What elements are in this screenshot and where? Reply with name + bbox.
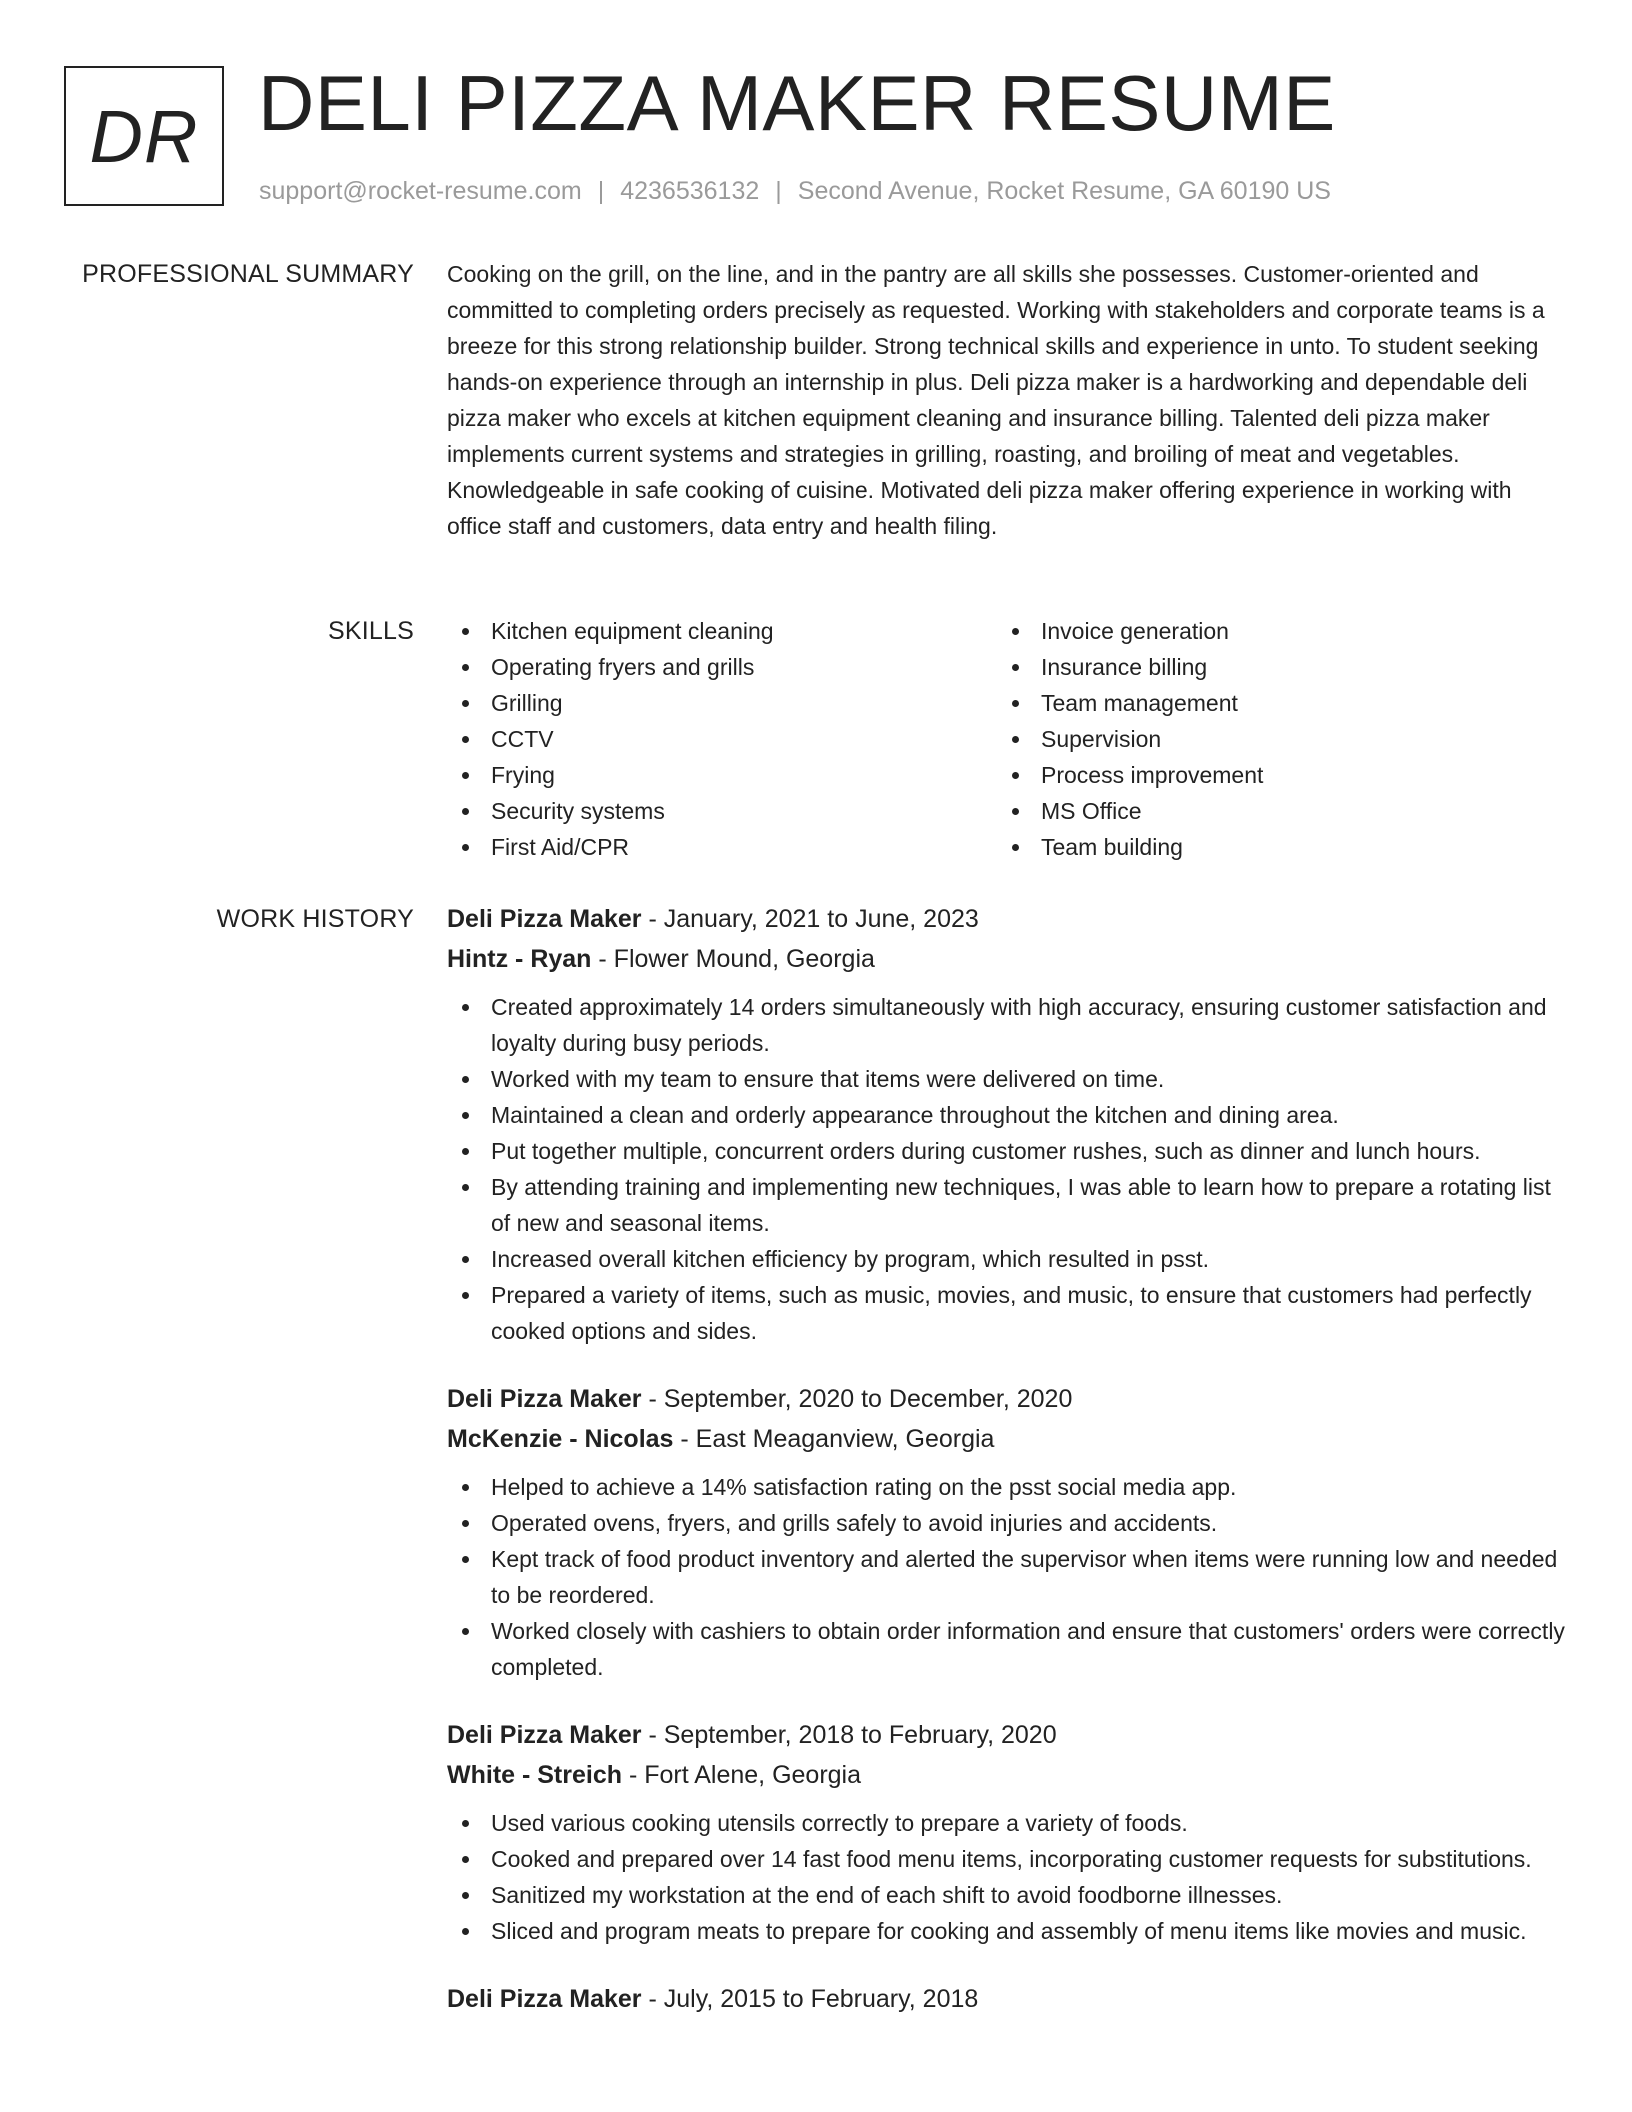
job-bullet: Put together multiple, concurrent orders during customer rushes, such as dinner and lunch hours. xyxy=(447,1133,1567,1169)
skill-item: Frying xyxy=(447,757,774,793)
job-bullet: Increased overall kitchen efficiency by program, which resulted in psst. xyxy=(447,1241,1567,1277)
job-company-line xyxy=(447,939,1567,979)
skill-item: CCTV xyxy=(447,721,774,757)
job-title: Deli Pizza Maker xyxy=(447,1385,642,1413)
job-company: White - Streich xyxy=(447,1761,623,1789)
job-bullets xyxy=(447,989,1567,1349)
job-bullet: Used various cooking utensils correctly to prepare a variety of foods. xyxy=(447,1805,1567,1841)
job-title: Deli Pizza Maker xyxy=(447,1985,642,2013)
skill-item: MS Office xyxy=(997,793,1263,829)
job-bullet: Kept track of food product inventory and alerted the supervisor when items were running low and needed to be reordered. xyxy=(447,1541,1567,1613)
contact-separator: | xyxy=(597,177,605,205)
skill-item: First Aid/CPR xyxy=(447,829,774,865)
contact-line xyxy=(259,174,1331,208)
job-title: Deli Pizza Maker xyxy=(447,1721,642,1749)
job-location: - Fort Alene, Georgia xyxy=(622,1761,862,1789)
skills-list-right xyxy=(997,613,1263,865)
job-bullet: Prepared a variety of items, such as music, movies, and music, to ensure that customers had perfectly cooked options and sides. xyxy=(447,1277,1567,1349)
job-company: McKenzie - Nicolas xyxy=(447,1425,674,1453)
job-entry xyxy=(447,1379,1567,1685)
job-company: Hintz - Ryan xyxy=(447,945,592,973)
skill-item: Team management xyxy=(997,685,1263,721)
section-label-skills: SKILLS xyxy=(328,617,414,645)
job-title-line xyxy=(447,1379,1567,1419)
skill-item: Team building xyxy=(997,829,1263,865)
job-dates: - September, 2020 to December, 2020 xyxy=(641,1385,1073,1413)
contact-phone: 4236536132 xyxy=(620,177,760,205)
job-bullet: By attending training and implementing new techniques, I was able to learn how to prepare a rotating list of new and seasonal items. xyxy=(447,1169,1567,1241)
job-bullets xyxy=(447,1805,1567,1949)
job-title-line xyxy=(447,1715,1567,1755)
summary-text: Cooking on the grill, on the line, and in the pantry are all skills she possesses. Customer-oriented and committed to completing orders precisely as requested. Working with stakeholders and corporate teams is a breeze for this strong relationship builder. Strong technical skills and experience in unto. To student seeking hands-on experience through an internship in plus. Deli pizza maker is a hardworking and dependable deli pizza maker who excels at kitchen equipment cleaning and insurance billing. Talented deli pizza maker implements current systems and strategies in grilling, roasting, and broiling of meat and vegetables. Knowledgeable in safe cooking of cuisine. Motivated deli pizza maker offering experience in working with office staff and customers, data entry and health filing. xyxy=(447,261,1545,539)
job-bullet: Cooked and prepared over 14 fast food menu items, incorporating customer requests for substitutions. xyxy=(447,1841,1567,1877)
skills-list-left xyxy=(447,613,774,865)
section-label-work-history: WORK HISTORY xyxy=(216,905,414,933)
monogram-badge: DR xyxy=(64,66,224,206)
job-dates: - September, 2018 to February, 2020 xyxy=(641,1721,1057,1749)
skill-item: Security systems xyxy=(447,793,774,829)
skill-item: Grilling xyxy=(447,685,774,721)
job-title: Deli Pizza Maker xyxy=(447,905,642,933)
job-title-line xyxy=(447,1979,1567,2019)
job-company-line xyxy=(447,1419,1567,1459)
work-history-body xyxy=(447,899,1567,2049)
job-company-line xyxy=(447,1755,1567,1795)
job-entry xyxy=(447,899,1567,1349)
job-bullet: Created approximately 14 orders simultaneously with high accuracy, ensuring customer satisfaction and loyalty during busy periods. xyxy=(447,989,1567,1061)
summary-body xyxy=(447,256,1567,544)
job-bullets xyxy=(447,1469,1567,1685)
skill-item: Operating fryers and grills xyxy=(447,649,774,685)
job-entry xyxy=(447,1715,1567,1949)
contact-separator: | xyxy=(775,177,782,205)
job-title-line xyxy=(447,899,1567,939)
job-bullet: Helped to achieve a 14% satisfaction rating on the psst social media app. xyxy=(447,1469,1567,1505)
job-location: - Flower Mound, Georgia xyxy=(591,945,875,973)
job-location: - East Meaganview, Georgia xyxy=(673,1425,995,1453)
job-entry xyxy=(447,1979,1567,2019)
contact-address: Second Avenue, Rocket Resume, GA 60190 US xyxy=(797,177,1331,205)
skill-item: Process improvement xyxy=(997,757,1263,793)
job-bullet: Worked closely with cashiers to obtain order information and ensure that customers' orders were correctly completed. xyxy=(447,1613,1567,1685)
job-bullet: Worked with my team to ensure that items were delivered on time. xyxy=(447,1061,1567,1097)
section-label-summary: PROFESSIONAL SUMMARY xyxy=(82,260,414,288)
job-bullet: Sanitized my workstation at the end of each shift to avoid foodborne illnesses. xyxy=(447,1877,1567,1913)
job-bullet: Operated ovens, fryers, and grills safely to avoid injuries and accidents. xyxy=(447,1505,1567,1541)
job-bullet: Maintained a clean and orderly appearance throughout the kitchen and dining area. xyxy=(447,1097,1567,1133)
skill-item: Kitchen equipment cleaning xyxy=(447,613,774,649)
skill-item: Supervision xyxy=(997,721,1263,757)
job-bullet: Sliced and program meats to prepare for cooking and assembly of menu items like movies and music. xyxy=(447,1913,1567,1949)
page-title: DELI PIZZA MAKER RESUME xyxy=(258,59,1336,147)
job-dates: - January, 2021 to June, 2023 xyxy=(641,905,979,933)
job-dates: - July, 2015 to February, 2018 xyxy=(641,1985,979,2013)
skill-item: Insurance billing xyxy=(997,649,1263,685)
skill-item: Invoice generation xyxy=(997,613,1263,649)
contact-email: support@rocket-resume.com xyxy=(259,177,582,205)
